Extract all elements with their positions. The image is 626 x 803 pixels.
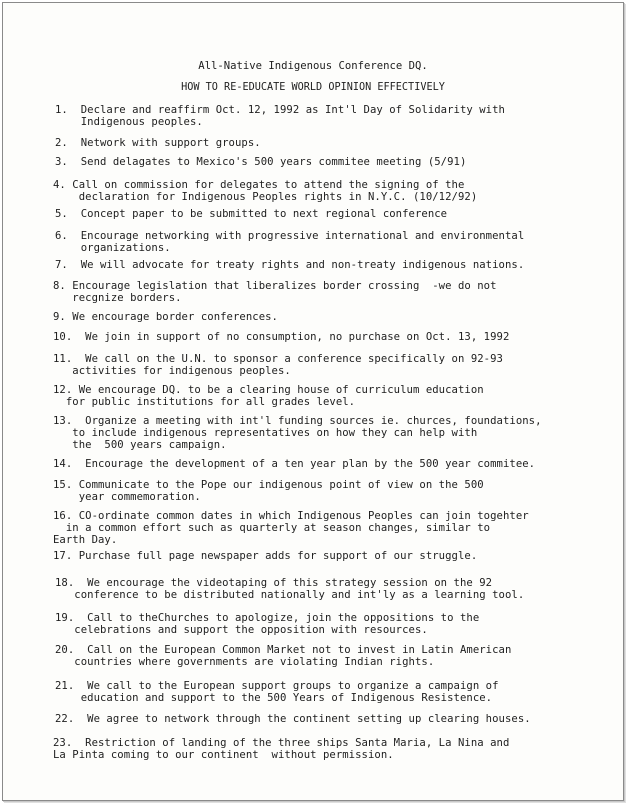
resolution-item <box>53 179 477 203</box>
resolution-line: 22. We agree to network through the continent setting up clearing houses. <box>55 713 531 725</box>
resolution-item <box>55 577 524 601</box>
resolution-line: 6. Encourage networking with progressive international and environmental <box>55 230 525 242</box>
document-subtitle: HOW TO RE-EDUCATE WORLD OPINION EFFECTIVELY <box>181 82 445 93</box>
resolution-item <box>55 104 505 128</box>
document-title: All-Native Indigenous Conference DQ. <box>198 60 428 72</box>
resolution-item <box>53 550 477 562</box>
resolution-line: 5. Concept paper to be submitted to next regional conference <box>55 208 448 220</box>
resolution-line: 3. Send delagates to Mexico's 500 years commitee meeting (5/91) <box>55 156 467 168</box>
resolution-line: 19. Call to theChurches to apologize, join the oppositions to the <box>55 612 480 624</box>
resolution-item <box>55 644 511 668</box>
resolution-item <box>53 331 509 343</box>
resolution-line: education and support to the 500 Years of Indigenous Resistence. <box>55 692 493 704</box>
resolution-line: recgnize borders. <box>53 292 182 304</box>
resolution-item <box>55 230 524 254</box>
resolution-line: organizations. <box>55 242 171 254</box>
resolution-line: in a common effort such as quarterly at season changes, similar to <box>53 522 491 534</box>
resolution-item <box>55 259 524 271</box>
resolution-line: countries where governments are violating Indian rights. <box>55 656 435 668</box>
resolution-item <box>55 612 479 636</box>
resolution-item <box>53 415 542 451</box>
resolution-item <box>55 680 499 704</box>
resolution-item <box>53 458 535 470</box>
resolution-item <box>53 353 503 377</box>
resolution-line: 13. Organize a meeting with int'l funding sources ie. churces, foundations, <box>53 415 542 427</box>
resolution-item <box>53 510 529 546</box>
resolution-line: 1. Declare and reaffirm Oct. 12, 1992 as Int'l Day of Solidarity with <box>55 104 505 116</box>
resolution-item <box>53 384 484 408</box>
resolution-line: for public institutions for all grades level. <box>53 396 356 408</box>
resolution-line: 7. We will advocate for treaty rights and non-treaty indigenous nations. <box>55 259 525 271</box>
resolution-line: 2. Network with support groups. <box>55 137 261 149</box>
resolution-line: celebrations and support the opposition with resources. <box>55 624 428 636</box>
resolution-line: year commemoration. <box>53 491 201 503</box>
resolution-item <box>53 311 278 323</box>
resolution-line: 23. Restriction of landing of the three ships Santa Maria, La Nina and <box>53 737 510 749</box>
resolution-line: 9. We encourage border conferences. <box>53 311 278 323</box>
resolution-item <box>55 713 531 725</box>
resolution-line: 8. Encourage legislation that liberalizes border crossing -we do not <box>53 280 497 292</box>
resolution-line: conference to be distributed nationally and int'ly as a learning tool. <box>55 589 525 601</box>
resolution-line: 10. We join in support of no consumption, no purchase on Oct. 13, 1992 <box>53 331 510 343</box>
document-page <box>2 2 624 801</box>
resolution-line: 4. Call on commission for delegates to attend the signing of the <box>53 179 465 191</box>
resolution-line: La Pinta coming to our continent without permission. <box>53 749 394 761</box>
resolution-line: Indigenous peoples. <box>55 116 203 128</box>
resolution-line: Earth Day. <box>53 534 118 546</box>
resolution-item <box>55 137 261 149</box>
resolution-item <box>53 479 484 503</box>
resolution-line: to include indigenous representatives on how they can help with <box>53 427 478 439</box>
resolution-line: 15. Communicate to the Pope our indigenous point of view on the 500 <box>53 479 484 491</box>
resolution-item <box>55 208 447 220</box>
resolution-item <box>53 280 497 304</box>
resolution-line: 12. We encourage DQ. to be a clearing house of curriculum education <box>53 384 484 396</box>
resolution-line: 14. Encourage the development of a ten year plan by the 500 year commitee. <box>53 458 536 470</box>
resolution-line: 11. We call on the U.N. to sponsor a conference specifically on 92-93 <box>53 353 503 365</box>
resolution-line: 20. Call on the European Common Market not to invest in Latin American <box>55 644 512 656</box>
resolution-line: the 500 years campaign. <box>53 439 227 451</box>
resolution-line: 21. We call to the European support groups to organize a campaign of <box>55 680 499 692</box>
resolution-item <box>53 737 509 761</box>
resolution-item <box>55 156 466 168</box>
resolution-line: 17. Purchase full page newspaper adds for support of our struggle. <box>53 550 478 562</box>
resolution-line: declaration for Indigenous Peoples rights in N.Y.C. (10/12/92) <box>53 191 478 203</box>
resolution-line: activities for indigenous peoples. <box>53 365 291 377</box>
resolution-line: 16. CO-ordinate common dates in which Indigenous Peoples can join togehter <box>53 510 529 522</box>
resolution-line: 18. We encourage the videotaping of this strategy session on the 92 <box>55 577 493 589</box>
